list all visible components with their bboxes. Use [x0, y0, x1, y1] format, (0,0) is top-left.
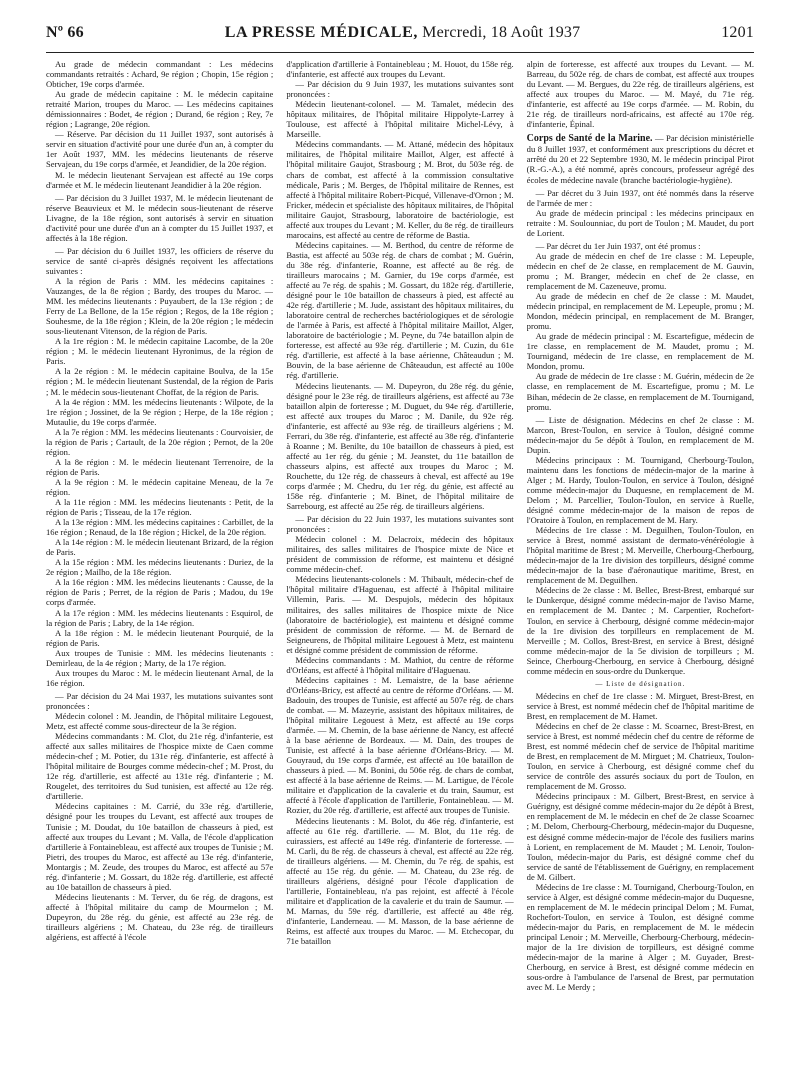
article-paragraph	[46, 427, 273, 457]
article-paragraph	[527, 291, 754, 331]
article-paragraph	[286, 675, 513, 816]
article-paragraph	[46, 668, 273, 688]
paragraph-text: A la 1re région : M. le médecin capitaine Lacombe, de la 20e région ; M. le médecin lieutenant Hyronimus, de la région de Paris.	[46, 336, 274, 367]
journal-title: LA PRESSE MÉDICALE,	[224, 24, 418, 41]
paragraph-text: A la 16e région : MM. les médecins lieutenants : Causse, de la région de Paris ; Perret, de la région de Paris ; Madou, du 19e corps d'armée.	[46, 577, 274, 608]
paragraph-text: A la 9e région : M. le médecin capitaine Meneau, de la 7e région.	[46, 476, 274, 497]
article-paragraph	[46, 457, 273, 477]
paragraph-text: A la 2e région : M. le médecin capitaine Boulva, de la 15e région ; M. le médecin lieutenant Sustendal, de la région de Paris ; M. le médecin sous-lieutenant Choffat, de la région de Paris.	[46, 366, 274, 397]
paragraph-text: Médecin colonel : M. Delacroix, médecin des hôpitaux militaires, des salles militaires de l'hospice mixte de Nice et président de commission de réforme, est maintenu et désigné comme médecin-chef.	[286, 534, 514, 575]
article-paragraph	[46, 497, 273, 517]
paragraph-text: Au grade de médecin principal : les médecins principaux en retraite : M. Soulounniac, du port de Toulon ; M. Maudet, du port de Lorient.	[526, 207, 754, 238]
article-paragraph	[527, 133, 754, 184]
article-paragraph	[46, 801, 273, 891]
paragraph-text: Médecins capitaines : M. Lemaistre, de la base aérienne d'Orléans-Bricy, est affecté au centre de réforme d'Orléans. — M. Badouin, des troupes de Tunisie, est affecté au 507e rég. de chars de combat. — M. Mazeyrie, assistant des hôpitaux militaires, de l'hôpital militaire Legouest à Metz, est affecté au 19e corps d'armée. — M. Chemin, de la base aérienne de Nancy, est affecté à la base aérienne de Bordeaux. — M. Dain, des troupes de Tunisie, est affecté à la base aérienne d'Orléans-Bricy. — M. Gouyraud, du 19e corps d'armée, est affecté au 10e bataillon de chasseurs à pied. — M. Bonini, du 506e rég. de chars de combat, est affecté à la base aérienne de Reims. — M. Lartigue, de l'école militaire et d'application de la cavalerie et du train, Saumur, est affecté à l'école d'application de l'artillerie, Fontainebleau. — M. Rozier, du 20e rég. d'artillerie, est affecté aux troupes de Tunisie.	[286, 674, 514, 816]
article-paragraph	[527, 525, 754, 585]
article-paragraph	[286, 514, 513, 534]
article-paragraph	[527, 721, 754, 791]
article-paragraph	[527, 331, 754, 371]
article-paragraph	[286, 79, 513, 99]
paragraph-text: — Par décision du 3 Juillet 1937, M. le médecin lieutenant de réserve Beauvieux et M. le médecin sous-lieutenant de réserve Livagne, de la 18e région, sont autorisés à servir en situation d'activité pour une durée d'un an à compter du 15 Juillet 1937, et affectés à la 18e région.	[46, 192, 274, 243]
paragraph-text: Au grade de médecin de 1re classe : M. Guérin, médecin de 2e classe, en remplacement de M. Escartefigue, promu ; M. Le Bihan, médecin de 2e classe, en remplacement de M. Tournigand, promu.	[526, 371, 754, 412]
article-paragraph	[46, 336, 273, 366]
paragraph-text: — Réserve. Par décision du 11 Juillet 1937, sont autorisés à servir en situation d'activité pour une durée d'un an, à compter du 1er Août 1937, MM. les médecins lieutenants de réserve Servajean, du 19e corps d'armée, et Jeandidier, de la 20e région.	[46, 129, 274, 170]
paragraph-text: A la 14e région : M. le médecin lieutenant Brizard, de la région de Paris.	[46, 537, 274, 558]
article-paragraph	[46, 731, 273, 801]
paragraph-text: Au grade de médecin commandant : Les médecins commandants retraités : Achard, 9e région ; Chopin, 15e région ; Obticher, 19e corps d'armée.	[46, 59, 274, 90]
paragraph-text: Médecins lieutenants. — M. Dupeyron, du 28e rég. du génie, désigné pour le 23e rég. de tirailleurs algériens, est affecté au 73e bataillon alpin de forteresse ; M. Duguet, du 94e rég. d'artillerie, est affecté aux troupes du Maroc ; M. Danile, du 92e rég. d'infanterie, est affecté au 93e rég. de tirailleurs algériens ; M. Ferrari, du 38e rég. d'infanterie, est affecté au 38e rég. d'infanterie à Roanne ; M. Benilte, du 10e bataillon de chasseurs à pied, est affecté au 1er rég. du génie ; M. Jeanstet, du 11e bataillon de chasseurs alpins, est affecté aux troupes du Maroc ; M. Rouchette, du 12e rég. de chasseurs à cheval, est affecté au 19e corps d'armée ; M. Chedru, du 1er rég. du génie, est affecté au 158e rég. d'infanterie ; M. Binet, de l'hôpital militaire de Sarrebourg, est affecté au 25e rég. de tirailleurs algériens.	[286, 380, 514, 512]
article-paragraph	[286, 240, 513, 381]
article-paragraph	[46, 276, 273, 336]
article-paragraph	[527, 251, 754, 291]
paragraph-text: d'application d'artillerie à Fontainebleau ; M. Houot, du 158e rég. d'infanterie, est affecté aux troupes du Levant.	[286, 59, 514, 80]
paragraph-text: A la 4e région : MM. les médecins lieutenants : Wilpote, de la 1re région ; Jossinet, de la 9e région ; Herpe, de la 18e région ; Mutaulie, du 19e corps d'armée.	[46, 396, 274, 427]
article-paragraph	[527, 585, 754, 675]
article-paragraph	[46, 648, 273, 668]
column-1	[46, 59, 273, 1069]
issue-number: Nº 66	[46, 24, 84, 41]
text-columns	[46, 59, 754, 1069]
header-rule	[46, 52, 754, 53]
paragraph-text: Médecins lieutenants : M. Bolot, du 46e rég. d'infanterie, est affecté au 61e rég. d'artillerie. — M. Blot, du 11e rég. de cuirassiers, est affecté au 149e rég. d'infanterie de forteresse. — M. Carli, du 8e rég. de chasseurs à cheval, est affecté au 22e rég. de tirailleurs algériens. — M. Chemin, du 7e rég. de spahis, est affecté au 15e rég. du génie. — M. Chateau, du 23e rég. de tirailleurs algériens, désigné pour l'école d'application de l'artillerie, Fontainebleau, n'a pas rejoint, est affecté à l'école militaire et d'application de la cavalerie et du train de Saumur. — M. Marnas, du 59e rég. d'artillerie, est affecté au 48e rég. d'infanterie, Landerneau. — M. Masson, de la base aérienne de Reims, est affecté aux troupes du Maroc. — M. Etchecopar, du 71e bataillon	[286, 815, 514, 947]
paragraph-text: A la 8e région : M. le médecin lieutenant Terrenoire, de la région de Paris.	[46, 456, 274, 477]
paragraph-text: Médecin colonel : M. Jeandin, de l'hôpital militaire Legouest, Metz, est affecté comme sous-directeur de la 3e région.	[46, 711, 274, 732]
column-2	[286, 59, 513, 1069]
section-title: Corps de Santé de la Marine.	[526, 133, 653, 145]
paragraph-text: Médecins de 2e classe : M. Bellec, Brest-Brest, embarqué sur le Dunkerque, désigné comme médecin-major de l'aviso Marne, en remplacement de M. Dantec ; M. Carpentier, Rochefort-Toulon, en service à Cherbourg, désigné comme médecin-major de la 1re division des torpilleurs en remplacement de M. Merveille ; M. Collos, Brest-Brest, en service à Brest, désigné comme médecin-major de la 5e division de torpilleurs ; M. Seince, Cherbourg-Cherbourg, en service à Cherbourg, désigné comme médecin en sous-ordre du Dunkerque.	[526, 585, 754, 676]
article-paragraph	[46, 691, 273, 711]
paragraph-text: A la 11e région : MM. les médecins lieutenants : Petit, de la région de Paris ; Tisseau, de la 17e région.	[46, 497, 274, 518]
paragraph-text: Médecins commandants : M. Clot, du 21e rég. d'infanterie, est affecté aux salles militaires de l'hospice mixte de Caen comme médecin-chef ; M. Potier, du 131e rég. d'infanterie, est affecté à l'hôpital militaire de Bourges comme médecin-chef ; M. Prost, du 12e rég. d'artillerie, est affecté au 131e rég. d'infanterie ; M. Rougelet, des territoires du Sud tunisien, est affecté au 12e rég. d'artillerie.	[46, 731, 274, 802]
paragraph-text: Au grade de médecin en chef de 1re classe : M. Lepeuple, médecin en chef de 2e classe, en remplacement de M. Gauvin, promu ; M. Branger, médecin en chef de 2e classe, en remplacement de M. Cazeneuve, promu.	[526, 250, 754, 291]
paragraph-text: Médecins lieutenants-colonels : M. Thibault, médecin-chef de l'hôpital militaire d'Haguenau, est affecté à l'hôpital militaire Villemin, Paris. — M. Despujols, médecin des hôpitaux militaires, des salles militaires de l'hospice mixte de Nice (laboratoire de bactériologie), est maintenu et désigné comme président de commission de réforme. — M. de Bernard de Seigneurens, de l'hôpital militaire Legouest à Metz, est maintenu et désigné comme président de commission de réforme.	[286, 574, 514, 655]
article-paragraph	[286, 534, 513, 574]
paragraph-text: — Par décret du 1er Juin 1937, ont été promus :	[535, 240, 701, 251]
paragraph-text: Aux troupes du Maroc : M. le médecin lieutenant Arnal, de la 16e région.	[46, 667, 274, 688]
page-header	[46, 24, 754, 50]
article-paragraph	[286, 574, 513, 654]
article-paragraph	[527, 691, 754, 721]
article-paragraph	[286, 381, 513, 512]
article-paragraph	[46, 557, 273, 577]
paragraph-text: A la 17e région : MM. les médecins lieutenants : Esquirol, de la région de Paris ; Labry, de la 14e région.	[46, 607, 274, 628]
paragraph-text: Aux troupes de Tunisie : MM. les médecins lieutenants : Demirleau, de la 4e région ; Marty, de la 17e région.	[46, 647, 274, 668]
paragraph-text: Médecins en chef de 1re classe : M. Mirguet, Brest-Brest, en service à Brest, est nommé médecin chef de l'hôpital maritime de Brest, en remplacement de M. Hamet.	[526, 690, 754, 721]
paragraph-text: M. le médecin lieutenant Servajean est affecté au 19e corps d'armée et M. le médecin lieutenant Jeandidier à la 20e région.	[46, 169, 274, 190]
paragraph-text: Médecins capitaines : M. Carrié, du 33e rég. d'artillerie, désigné pour les troupes du Levant, est affecté aux troupes de Tunisie ; M. Doudat, du 10e bataillon de chasseurs à pied, est affecté aux troupes du Levant ; M. Valla, de l'école d'application d'artillerie à Fontainebleau, est affecté aux troupes de Tunisie ; M. Pietri, des troupes du Maroc, est affecté au 13e rég. d'infanterie, Montargis ; M. Zeude, des troupes du Maroc, est affecté au 57e rég. d'infanterie ; M. Gossart, du 182e rég. d'artillerie, est affecté au 10e bataillon de chasseurs à pied.	[46, 801, 274, 892]
paragraph-text: — Par décision du 22 Juin 1937, les mutations suivantes sont prononcées :	[286, 514, 514, 535]
article-paragraph	[46, 129, 273, 169]
paragraph-text: A la 15e région : MM. les médecins lieutenants : Duriez, de la 2e région ; Mailho, de la 18e région.	[46, 557, 274, 578]
paragraph-text: Médecins en chef de 2e classe : M. Scoarnec, Brest-Brest, en service à Brest, est nommé médecin chef du centre de réforme de Brest, est nommé médecin chef de service de l'hôpital maritime de Brest, en remplacement de M. Mirguet ; M. Chatrieux, Toulon-Toulon, en service à Cherbourg, est désigné comme chef du service de contrôle des assurés sociaux du port de Toulon, en remplacement de M. Grosso.	[526, 721, 754, 792]
article-paragraph	[46, 366, 273, 396]
paragraph-text: — Par décision du 9 Juin 1937, les mutations suivantes sont prononcées :	[286, 79, 514, 100]
article-paragraph	[286, 99, 513, 139]
paragraph-text: A la région de Paris : MM. les médecins capitaines : Vauzanges, de la 8e région ; Bardy, des troupes du Maroc. — MM. les médecins lieutenants : Puyaubert, de la 13e région ; de Ferry de La Bellone, de la 15e région ; Regos, de la 18e région ; Souhesme, de la 18e région ; Klein, de la 20e région ; le médecin sous-lieutenant Vitenson, de la région de Paris.	[46, 275, 274, 337]
masthead	[225, 24, 581, 42]
paragraph-text: A la 13e région : MM. les médecins capitaines : Carbillet, de la 16e région ; Renaud, de la 18e région ; Hickel, de la 20e région.	[46, 517, 274, 538]
article-paragraph	[46, 477, 273, 497]
paragraph-text: Médecins commandants : M. Mathiot, du centre de réforme d'Orléans, est affecté à l'hôpital militaire d'Haguenau.	[286, 654, 514, 675]
article-paragraph	[527, 371, 754, 411]
paragraph-text: A la 7e région : MM. les médecins lieutenants : Courvoisier, de la région de Paris ; Cartault, de la 20e région ; Pernot, de la 20e région.	[46, 426, 274, 457]
article-paragraph	[46, 537, 273, 557]
article-paragraph	[527, 882, 754, 993]
paragraph-text: Médecins principaux : M. Gilbert, Brest-Brest, en service à Guérigny, est désigné comme médecin-major du 2e dépôt à Brest, en remplacement de M. le médecin en chef de 2e classe Scoarnec ; M. Delom, Cherbourg-Cherbourg, médecin-major du Duquesne, est désigné comme médecin-major de l'école des fusiliers marins à Lorient, en remplacement de M. Maudet ; M. Lenoir, Toulon-Toulon, médecin-major du Paris, est désigné comme chef du service de santé de l'établissement de Guérigny, en remplacement de M. Gilbert.	[526, 791, 754, 882]
paragraph-text: — Liste de désignation. Médecins en chef 2e classe : M. Marcon, Brest-Toulon, en service à Toulon, désigné comme médecin-major du 5e dépôt à Toulon, en remplacement de M. Dupin.	[526, 414, 754, 455]
paragraph-text: Médecins de 1re classe : M. Deguilhen, Toulon-Toulon, en service à Brest, nommé assistant de dermato-vénéréologie à l'hôpital maritime de Brest ; M. Merveille, Cherbourg-Cherbourg, médecin-major de la 1re division des torpilleurs, désigné comme médecin-major de la base d'aéronautique maritime, Brest, en remplacement de M. Deguilhen.	[526, 525, 754, 586]
paragraph-text: Au grade de médecin capitaine : M. le médecin capitaine retraité Marion, troupes du Maroc. — Les médecins capitaines démissionnaires : Bodet, 4e région ; Durand, 6e région ; Rey, 7e région ; Lagrange, 20e région.	[46, 89, 274, 130]
article-paragraph	[527, 791, 754, 881]
paragraph-text: Médecins de 1re classe : M. Tournigand, Cherbourg-Toulon, en service à Alger, est désigné comme médecin-major du Duquesne, en remplacement de M. le médecin principal Delom ; M. Fumat, Rochefort-Toulon, en service à Toulon, est désigné comme médecin-major du Paris, en remplacement de M. le médecin principal Lenoir ; M. Merveille, Cherbourg-Cherbourg, médecin-major de la 1re division de torpilleurs, est désigné comme médecin-major de la marine à Alger ; M. Guyader, Brest-Cherbourg, en service à Brest, est désigné comme médecin en sous-ordre à l'ambulance de l'arsenal de Brest, par permutation avec M. Le Merdy ;	[526, 881, 754, 993]
article-paragraph	[46, 628, 273, 648]
issue-date: Mercredi, 18 Août 1937	[422, 24, 581, 41]
article-paragraph	[46, 711, 273, 731]
paragraph-text: — Par décision ministérielle du 8 Juillet 1937, et conformément aux prescriptions du décret et arrêté du 20 et 22 Septembre 1930, M. le médecin principal Pirot (R.-G.-A.), a été nommé, après concours, professeur agrégé des écoles de médecine navale (branche bactériologie-hygiène).	[526, 133, 754, 185]
paragraph-text: — Par décision du 6 Juillet 1937, les officiers de réserve du service de santé ci-après désignés reçoivent les affectations suivantes :	[46, 245, 274, 276]
page-number: 1201	[721, 24, 754, 41]
paragraph-text: Médecins capitaines. — M. Berthod, du centre de réforme de Bastia, est affecté au 503e rég. de chars de combat ; M. Guérin, du 38e rég. d'infanterie, Roanne, est affecté au 8e rég. de tirailleurs marocains ; M. Garnier, du 19e corps d'armée, est affecté au 7e rég. de spahis ; M. Gossart, du 182e rég. d'artillerie, désigné pour le 10e bataillon de chasseurs à pied, est affecté au 42e rég. d'artillerie ; M. Jude, assistant des hôpitaux militaires, du laboratoire central de recherches bactériologiques et de sérologie de l'armée à Paris, est affecté à l'hôpital militaire Maillot, Alger, laboratoire de bactériologie ; M. Peyne, du 74e bataillon alpin de forteresse, est affecté au 93e rég. d'artillerie ; M. Cuzin, du 61e rég. d'artillerie, est affecté à la base aérienne, Châteaudun ; M. Bouvin, de la base aérienne de Châteaudun, est affecté au 100e rég. d'artillerie.	[286, 239, 514, 381]
paragraph-text: Au grade de médecin en chef de 2e classe : M. Maudet, médecin principal, en remplacement de M. Lepeuple, promu ; M. Mondon, médecin principal, en remplacement de M. Branger, promu.	[526, 291, 754, 332]
paragraph-text: Médecins commandants. — M. Attané, médecin des hôpitaux militaires, de l'hôpital militaire Maillot, Alger, est affecté à l'hôpital militaire Gaujot, Strasbourg ; M. Brot, du 503e rég. de chars de combat, est affecté à la commission consultative médicale, Paris ; M. Berges, de l'hôpital militaire de Rennes, est affecté à l'hôpital militaire Robert-Picqué, Villenave-d'Ornon ; M. Fricker, médecin et spécialiste des hôpitaux militaires, de l'hôpital militaire Gaujot, Strasbourg, laboratoire de bactériologie, est affecté aux troupes du Levant ; M. Keller, du 8e rég. de tirailleurs marocains, est affecté au centre de réforme de Bastia.	[286, 139, 514, 240]
article-paragraph	[527, 455, 754, 525]
article-paragraph	[527, 59, 754, 129]
paragraph-text: A la 18e région : M. le médecin lieutenant Pourquié, de la région de Paris.	[46, 627, 274, 648]
paragraph-text: alpin de forteresse, est affecté aux troupes du Levant. — M. Barreau, du 502e rég. de chars de combat, est affecté aux troupes du Levant. — M. Bergues, du 22e rég. de tirailleurs algériens, est affecté aux troupes du Maroc. — M. Mayé, du 71e rég. d'infanterie, est affecté au 19e corps d'armée. — M. Robin, du 21e rég. de tirailleurs nord-africains, est affecté au 170e rég. d'infanterie, Épinal.	[526, 59, 754, 130]
article-paragraph	[527, 188, 754, 208]
article-paragraph	[46, 608, 273, 628]
article-paragraph	[46, 397, 273, 427]
article-paragraph	[46, 577, 273, 607]
article-paragraph	[46, 59, 273, 89]
article-paragraph	[527, 208, 754, 238]
paragraph-text: Médecins principaux : M. Tournigand, Cherbourg-Toulon, maintenu dans les fonctions de médecin-major de la marine à Alger ; M. Hardy, Toulon-Toulon, en service à Toulon, désigné comme médecin-major du Duquesne, en remplacement de M. Delom ; M. Parcellier, Toulon-Toulon, en service à Ruelle, désigné comme médecin-major de la maison de repos de l'Oratoire à Toulon, en remplacement de M. Hary.	[526, 454, 754, 526]
article-paragraph	[286, 655, 513, 675]
article-paragraph	[46, 517, 273, 537]
paragraph-text: — Par décret du 3 Juin 1937, ont été nommés dans la réserve de l'armée de mer :	[526, 187, 754, 208]
article-paragraph	[286, 139, 513, 239]
article-paragraph	[46, 193, 273, 243]
article-paragraph	[286, 816, 513, 947]
article-paragraph	[527, 415, 754, 455]
article-paragraph	[46, 892, 273, 942]
column-3	[527, 59, 754, 1069]
paragraph-text: Médecins lieutenants : M. Terver, du 6e rég. de dragons, est affecté à l'hôpital militaire du camp de Mourmelon ; M. Dupeyron, du 28e rég. du génie, est affecté au 23e rég. de tirailleurs algériens ; M. Chateau, du 23e rég. de tirailleurs algériens, est affecté à l'école	[46, 891, 274, 943]
article-paragraph	[46, 170, 273, 190]
paragraph-text: Médecin lieutenant-colonel. — M. Tamalet, médecin des hôpitaux militaires, de l'hôpital militaire Hippolyte-Larrey à Toulouse, est affecté à l'hôpital militaire Michel-Lévy, à Marseille.	[286, 99, 514, 140]
article-paragraph	[286, 59, 513, 79]
article-paragraph	[46, 89, 273, 129]
article-paragraph	[46, 246, 273, 276]
paragraph-text: — Liste de désignation.	[595, 679, 686, 688]
paragraph-text: — Par décision du 24 Mai 1937, les mutations suivantes sont prononcées :	[46, 690, 274, 711]
article-paragraph	[527, 679, 754, 689]
article-paragraph	[527, 241, 754, 251]
paragraph-text: Au grade de médecin principal : M. Escartefigue, médecin de 1re classe, en remplacement de M. Maudet, promu ; M. Tournigand, médecin de 1re classe, en remplacement de M. Mondon, promu.	[526, 331, 754, 372]
